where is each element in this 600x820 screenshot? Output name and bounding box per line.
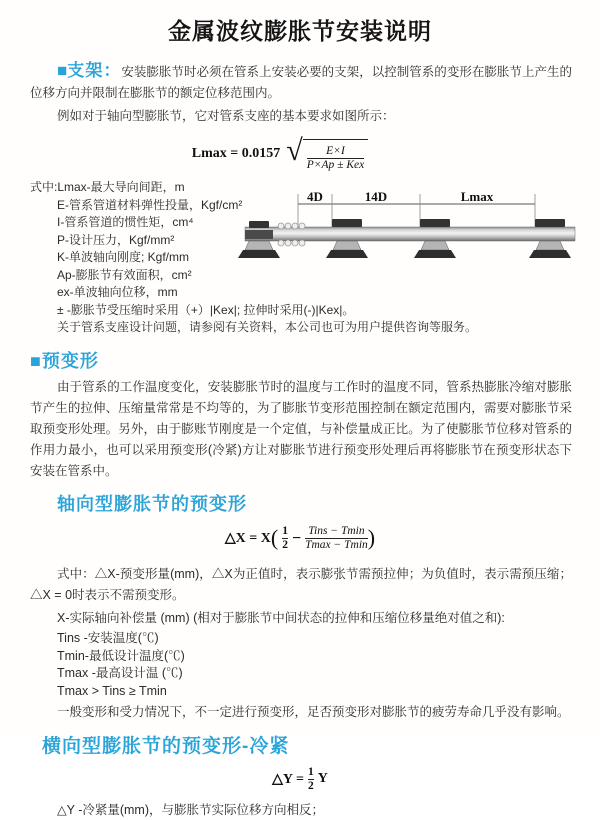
lateral-formula xyxy=(0,764,600,794)
definition-line: ex-单波轴向位移，mm xyxy=(57,285,178,299)
axial-formula xyxy=(0,522,600,556)
left-paren: ( xyxy=(270,524,279,550)
half-denominator: 2 xyxy=(282,539,288,551)
temp-def-tins: Tins -安装温度(℃) xyxy=(57,631,159,645)
dimension-label-4d: 4D xyxy=(307,189,323,204)
axial-note-final: 一般变形和受力情况下，不一定进行预变形，足否预变形对膨胀节的疲劳寿命几乎没有影响。 xyxy=(57,705,570,719)
right-paren: ) xyxy=(367,524,376,550)
lateral-note: △Y -冷紧量(mm)，与膨胀节实际位移方向相反； xyxy=(57,803,325,817)
temp-def-tmin: Tmin-最低设计温度(℃) xyxy=(57,648,185,663)
page-title: 金属波纹膨胀节安装说明 xyxy=(168,18,432,44)
half-numerator: 1 xyxy=(307,765,314,778)
half-denominator: 2 xyxy=(307,779,314,792)
lateral-formula-lhs: △Y = xyxy=(272,771,304,787)
axial-note-x: X-实际轴向补偿量 (mm) (相对于膨胀节中间状态的拉伸和压缩位移量绝对值之和): xyxy=(57,610,505,625)
definition-line: K-单波轴向刚度; Kgf/mm xyxy=(57,250,190,264)
lmax-formula-lhs: Lmax = 0.0157 xyxy=(191,146,281,161)
sqrt-sign: √ xyxy=(286,134,303,167)
axial-note-main: 式中：△X-预变形量(mm)，△X为正值时，表示膨张节需预拉伸；为负值时，表示需预压缩；△X = 0时表示不需预变形。 xyxy=(30,566,572,602)
predeform-heading-row xyxy=(30,347,600,373)
temp-inequality: Tmax > Tins ≥ Tmin xyxy=(57,683,167,698)
predeform-body-text: 由于管系的工作温度变化，安装膨胀节时的温度与工作时的温度不同，管系热膨胀冷缩对膨胀节产生的拉伸、压缩量常常是不均等的，为了膨胀节变形范围控制在额定范围内，需要对膨胀节采取预变形处理。另外，由于膨账节刚度是一个定值，与补偿量成正比。为了使膨胀节位移对管系的作用力最小，也可以采用预变形(冷紧)方让对膨胀节进行预变形处理后再将膨胀节在预变形状态下安装在管系中。 xyxy=(30,379,572,478)
pipe-support-diagram xyxy=(245,190,595,290)
lmax-formula-numerator: E×I xyxy=(326,145,345,157)
axial-formula-lhs: △X = X xyxy=(224,531,271,546)
support-consulting-note: 关于管系支座设计问题，请参阅有关资料，本公司也可为用户提供咨询等服务。 xyxy=(57,320,478,334)
lmax-formula xyxy=(0,135,600,173)
definition-line: I-管系管道的惯性矩，cm⁴ xyxy=(57,215,194,229)
lmax-formula-denominator: P×Ap ± Kex xyxy=(306,159,365,171)
definition-line: E-管系管道材料弹性投量，Kgf/cm² xyxy=(57,197,243,212)
definition-line: 式中:Lmax-最大导向间距，m xyxy=(30,180,185,194)
temp-frac-numerator: Tins − Tmin xyxy=(308,525,365,537)
predeform-heading: 预变形 xyxy=(41,350,99,371)
axial-subheading: 轴向型膨胀节的预变形 xyxy=(57,493,247,514)
minus-sign: − xyxy=(291,529,302,547)
definition-line: P-设计压力，Kgf/mm² xyxy=(57,232,175,247)
lateral-subheading: 横向型膨胀节的预变形-冷紧 xyxy=(42,736,290,757)
definition-line: Ap-膨胀节有效面积，cm² xyxy=(57,267,192,282)
support-heading: 支架： xyxy=(67,61,122,80)
half-numerator: 1 xyxy=(282,525,288,537)
temp-def-tmax: Tmax -最高设计温 (℃) xyxy=(57,666,183,680)
temp-frac-denominator: Tmax − Tmin xyxy=(305,539,368,551)
support-example-text: 例如对于轴向型膨胀节，它对管系支座的基本要求如图所示： xyxy=(57,109,395,123)
support-intro-text: 安装膨胀节时必须在管系上安装必要的支架，以控制管系的变形在膨胀节上产生的位移方向并限制在膨胀节的额定位移范围内。 xyxy=(30,65,572,100)
section-square-icon: ■ xyxy=(57,61,68,80)
dimension-label-lmax: Lmax xyxy=(460,189,494,204)
definition-line: ± -膨胀节受压缩时采用（+）|Kex|; 拉伸时采用(-)|Kex|。 xyxy=(57,302,355,317)
section-square-icon: ■ xyxy=(30,350,42,371)
lateral-formula-rhs: Y xyxy=(317,771,328,786)
support-intro-paragraph xyxy=(30,60,572,104)
dimension-label-14d: 14D xyxy=(364,189,388,204)
sqrt-radical xyxy=(286,136,368,172)
